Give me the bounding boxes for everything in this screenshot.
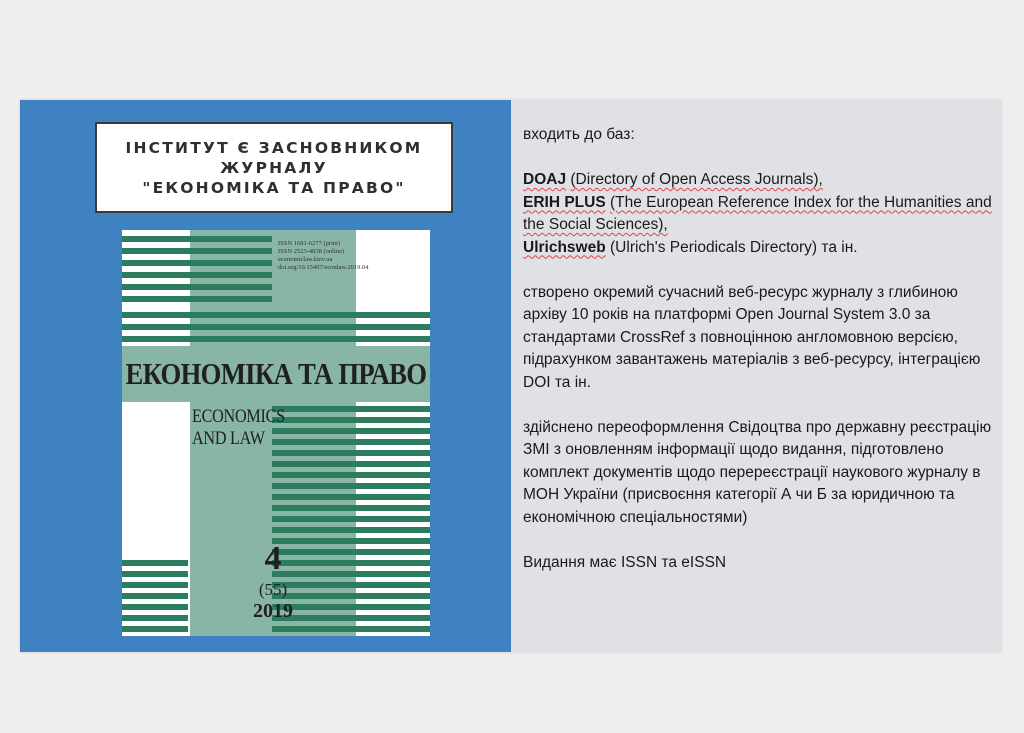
base-item	[523, 194, 992, 234]
base-item	[523, 171, 823, 188]
cover-stripe	[122, 571, 188, 577]
base-desc: (Ulrich's Periodicals Directory) та ін.	[610, 238, 858, 256]
cover-stripe	[272, 626, 430, 632]
title-line-3: "ЕКОНОМІКА ТА ПРАВО"	[142, 178, 406, 197]
issn-paragraph: Видання має ISSN та eISSN	[523, 553, 727, 571]
title-line-1: ІНСТИТУТ Є ЗАСНОВНИКОМ	[125, 138, 423, 157]
cover-stripe	[122, 582, 188, 588]
cover-stripe	[272, 406, 430, 412]
cover-stripe	[272, 505, 430, 511]
registration-paragraph: здійснено переоформлення Свідоцтва про державну реєстрацію ЗМІ з оновленням інформації щодо видання, підготовлено комплект документів щодо перереєстрації наукового журналу в МОН України (присвоєння категорії А чи Б за юридичною та економічною спеціальностями)	[523, 418, 992, 526]
cover-issue-total: (55)	[258, 580, 288, 599]
cover-stripe	[122, 272, 272, 278]
institute-title-box	[95, 122, 453, 213]
base-desc: (Directory of Open Access Journals),	[570, 171, 823, 188]
web-resource-paragraph: створено окремий сучасний веб-ресурс журналу з глибиною архіву 10 років на платформі Open Journal System 3.0 за стандартами CrossRef з повноцінною англомовною версією, підрахунком завантажень матеріалів з веб-ресурсу, інтеграцією DOI та ін.	[523, 283, 981, 391]
base-name: Ulrichsweb	[523, 238, 606, 256]
intro-text: входить до баз:	[523, 126, 635, 143]
cover-stripe	[272, 417, 430, 423]
cover-stripe	[122, 560, 188, 566]
cover-subtitle-2: AND LAW	[192, 428, 265, 449]
cover-stripe	[122, 312, 430, 318]
title-line-2: ЖУРНАЛУ	[220, 158, 328, 177]
cover-stripe	[122, 248, 272, 254]
cover-title: ЕКОНОМІКА ТА ПРАВО	[125, 356, 427, 391]
journal-cover-image	[122, 230, 430, 636]
cover-stripe	[122, 593, 188, 599]
base-item	[523, 239, 858, 256]
cover-stripe	[122, 615, 188, 621]
cover-stripe	[122, 604, 188, 610]
slide	[20, 100, 1001, 652]
base-name: DOAJ	[523, 171, 567, 188]
cover-stripe	[272, 472, 430, 478]
cover-year: 2019	[253, 600, 293, 622]
cover-website: economiclaw.kiev.ua	[278, 256, 333, 263]
cover-stripe	[122, 296, 272, 302]
cover-stripe	[272, 527, 430, 533]
cover-title-strip	[122, 346, 430, 402]
cover-stripe	[122, 324, 430, 330]
bases-list	[523, 169, 993, 259]
cover-stripe	[122, 626, 188, 632]
base-name: ERIH PLUS	[523, 193, 606, 211]
cover-subtitle-1: ECONOMICS	[192, 406, 285, 427]
cover-stripe	[272, 439, 430, 445]
left-panel	[20, 100, 511, 652]
cover-issue-number: 4	[264, 540, 282, 577]
right-panel	[523, 124, 993, 597]
base-desc: (The European Reference Index for the Humanities and the Social Sciences),	[523, 193, 992, 233]
cover-meta	[278, 240, 368, 272]
cover-issn-online: ISSN 2523-4838 (online)	[278, 248, 345, 255]
cover-stripe	[272, 428, 430, 434]
cover-stripe	[122, 284, 272, 290]
cover-stripe	[122, 260, 272, 266]
cover-stripe	[272, 483, 430, 489]
cover-doi: doi.org/10.15407/econlaw.2019.04	[278, 264, 369, 271]
cover-stripe	[122, 336, 430, 342]
cover-issn-print: ISSN 1681-6277 (print)	[278, 240, 341, 247]
cover-stripe	[272, 450, 430, 456]
cover-stripe	[272, 516, 430, 522]
cover-stripe	[122, 236, 272, 242]
cover-stripe	[272, 494, 430, 500]
cover-stripe	[272, 461, 430, 467]
